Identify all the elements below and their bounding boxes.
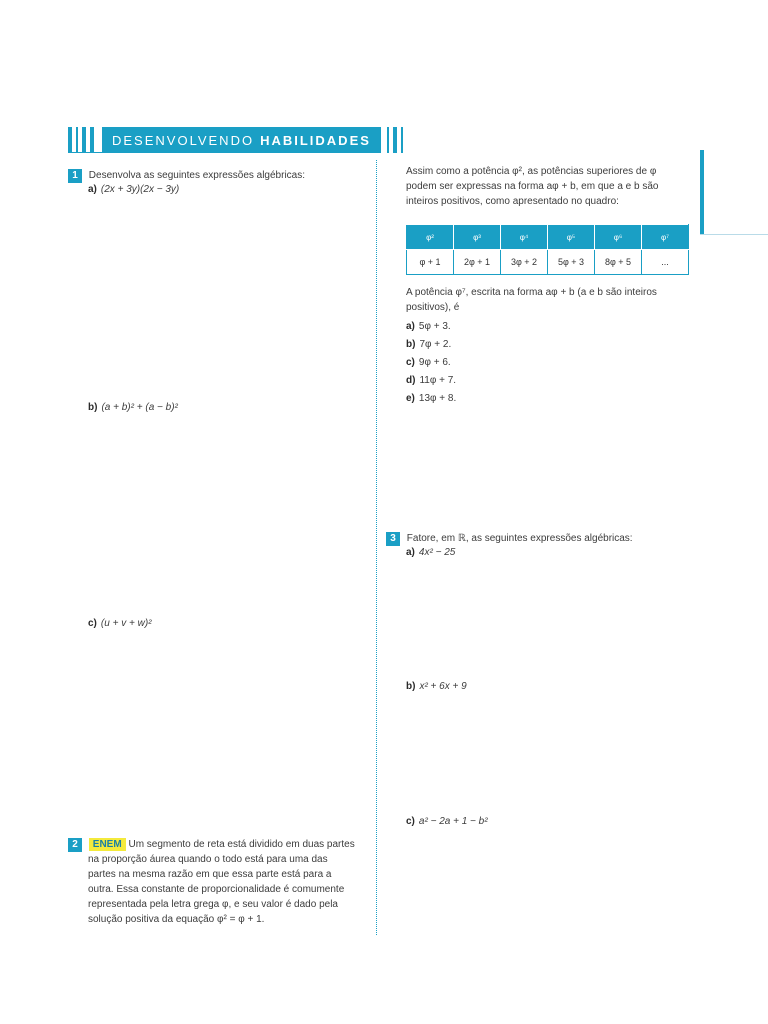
question-2-body: [68, 837, 368, 927]
option-d[interactable]: [406, 372, 456, 390]
question-3b: [406, 679, 467, 694]
phi-powers-table: [406, 224, 689, 275]
banner-word2: HABILIDADES: [260, 132, 371, 148]
text-line: na proporção áurea quando o todo está para uma das: [88, 854, 328, 865]
banner-title: [102, 127, 381, 153]
enem-badge: ENEM: [89, 838, 126, 851]
banner-bar: [393, 127, 397, 153]
table-header-cell: φ³: [454, 225, 501, 250]
question-2-options: [406, 318, 456, 408]
text-line: partes na mesma razão em que essa parte está para a: [88, 869, 332, 880]
banner-bar: [387, 127, 389, 153]
item-label: a): [406, 547, 415, 558]
option-label: e): [406, 393, 415, 404]
option-text: 11φ + 7.: [419, 375, 457, 386]
banner-bar: [401, 127, 403, 153]
table-cell: 3φ + 2: [501, 250, 548, 275]
option-label: c): [406, 357, 415, 368]
question-1b: [88, 400, 178, 415]
text-line: podem ser expressas na forma aφ + b, em que a e b são: [406, 181, 659, 192]
text-line: Assim como a potência φ², as potências superiores de φ: [406, 166, 657, 177]
prompt-text: Desenvolva as seguintes expressões algébricas:: [88, 170, 306, 181]
text-line: representada pela letra grega φ, e seu valor é dado pela: [88, 899, 338, 910]
edge-accent: [700, 150, 704, 235]
table-cell: 2φ + 1: [454, 250, 501, 275]
edge-line: [700, 234, 768, 235]
question-3c: [406, 814, 488, 829]
text-line: inteiros positivos, como apresentado no quadro:: [406, 196, 619, 207]
question-number: 3: [386, 532, 400, 546]
table-header-row: [407, 225, 689, 250]
table-header-cell: φ⁵: [548, 225, 595, 250]
option-c[interactable]: [406, 354, 456, 372]
text-line: A potência φ⁷, escrita na forma aφ + b (a e b são inteiros: [406, 287, 657, 298]
table-header-cell: φ²: [407, 225, 454, 250]
item-expression: 4x² − 25: [418, 547, 456, 558]
option-a[interactable]: [406, 318, 456, 336]
question-2-line: [68, 837, 368, 852]
option-label: d): [406, 375, 416, 386]
option-text: 5φ + 3.: [418, 321, 451, 332]
banner-word1: DESENVOLVENDO: [112, 132, 255, 148]
option-text: 13φ + 8.: [418, 393, 457, 404]
text-line: positivos), é: [406, 302, 460, 313]
banner-bar: [68, 127, 72, 153]
banner-bar: [82, 127, 86, 153]
text-line: Um segmento de reta está dividido em duas partes: [128, 839, 355, 850]
prompt-text: Fatore, em ℝ, as seguintes expressões algébricas:: [406, 533, 633, 544]
question-2-continuation: [406, 164, 696, 209]
item-expression: (a + b)² + (a − b)²: [101, 402, 178, 413]
question-number: 1: [68, 169, 82, 183]
question-1a: [88, 182, 179, 197]
banner-rule: [68, 152, 358, 153]
column-divider: [376, 160, 377, 935]
table-cell: 8φ + 5: [595, 250, 642, 275]
table-cell: ...: [642, 250, 689, 275]
text-line: solução positiva da equação φ² = φ + 1.: [88, 914, 265, 925]
option-label: b): [406, 339, 416, 350]
table-row: [407, 250, 689, 275]
item-label: b): [406, 681, 416, 692]
question-1-prompt: [68, 168, 305, 183]
table-header-cell: φ⁴: [501, 225, 548, 250]
item-label: c): [406, 816, 415, 827]
option-b[interactable]: [406, 336, 456, 354]
table-header-cell: φ⁶: [595, 225, 642, 250]
option-e[interactable]: [406, 390, 456, 408]
option-text: 9φ + 6.: [418, 357, 451, 368]
table-cell: φ + 1: [407, 250, 454, 275]
table-header-cell: φ⁷: [642, 225, 689, 250]
section-banner: [68, 127, 407, 153]
question-3-prompt: [386, 531, 633, 546]
text-line: outra. Essa constante de proporcionalidade é comumente: [88, 884, 345, 895]
banner-bar: [90, 127, 94, 153]
banner-bar: [76, 127, 78, 153]
item-expression: (u + v + w)²: [100, 618, 152, 629]
option-text: 7φ + 2.: [419, 339, 452, 350]
item-expression: (2x + 3y)(2x − 3y): [100, 184, 180, 195]
item-label: b): [88, 402, 98, 413]
item-expression: a² − 2a + 1 − b²: [418, 816, 488, 827]
option-label: a): [406, 321, 415, 332]
item-expression: x² + 6x + 9: [419, 681, 467, 692]
item-label: c): [88, 618, 97, 629]
question-1c: [88, 616, 151, 631]
question-3a: [406, 545, 455, 560]
table-cell: 5φ + 3: [548, 250, 595, 275]
item-label: a): [88, 184, 97, 195]
question-number: 2: [68, 838, 82, 852]
question-2-question: [406, 285, 701, 315]
